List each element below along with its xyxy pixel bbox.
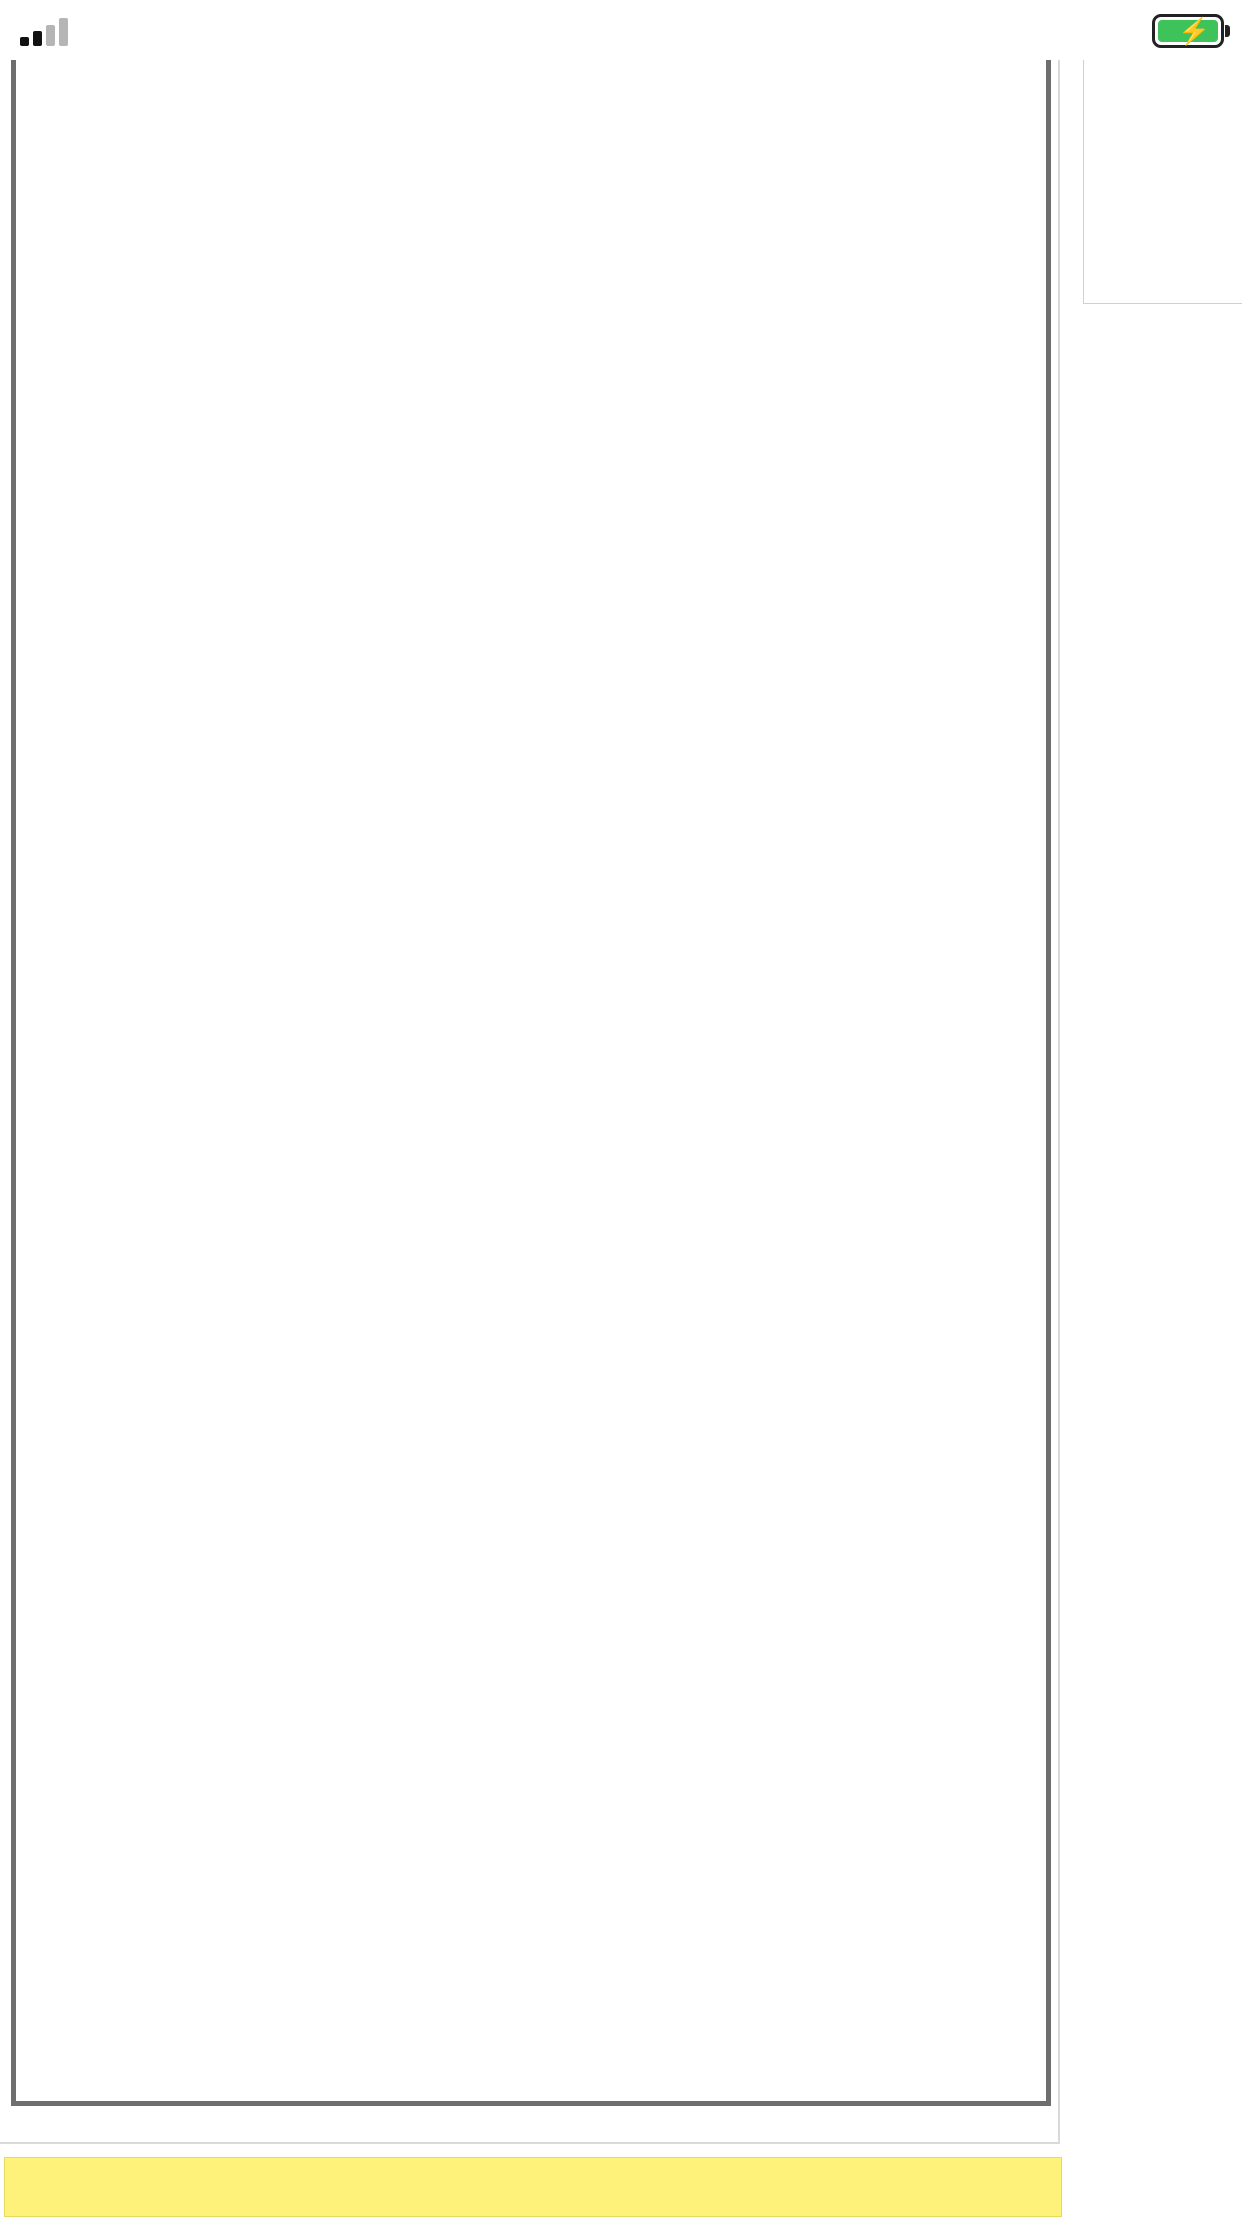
related-topics-list [1083, 50, 1242, 304]
battery-charging-icon: ⚡ [1152, 14, 1224, 48]
status-bar [0, 0, 1242, 60]
signal-strength-icon [20, 18, 72, 46]
warning-banner [4, 2157, 1062, 2217]
lottery-results-table [11, 48, 1051, 2106]
